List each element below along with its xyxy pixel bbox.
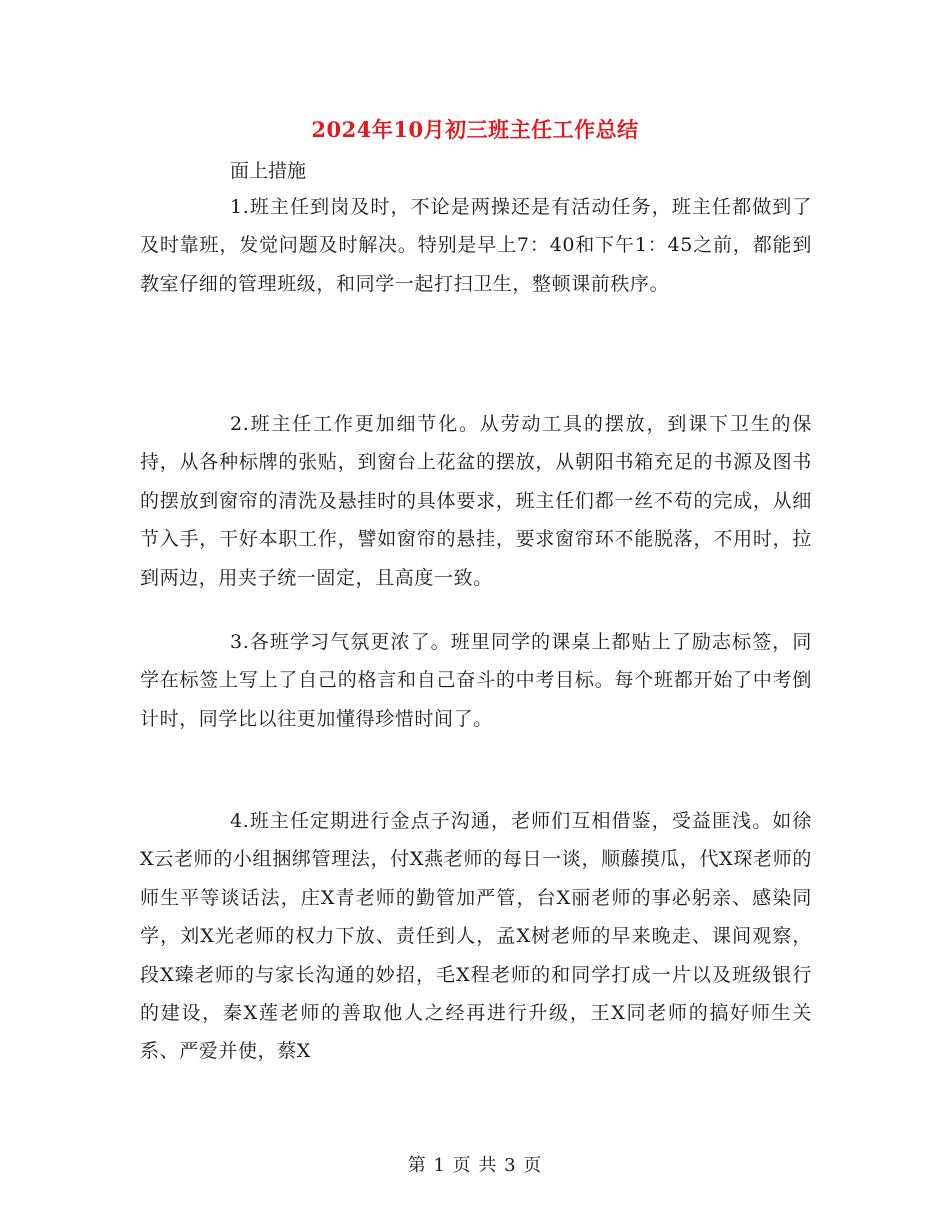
paragraph-1: 1.班主任到岗及时，不论是两操还是有活动任务，班主任都做到了及时靠班，发觉问题及时解决。特别是早上7：40和下午1：45之前，都能到教室仔细的管理班级，和同学一起打扫卫生，整顿课前秩序。 bbox=[140, 196, 812, 295]
section-heading: 面上措施 bbox=[230, 160, 307, 182]
document-title: 2024年10月初三班主任工作总结 bbox=[311, 117, 639, 142]
paragraph-4: 4.班主任定期进行金点子沟通，老师们互相借鉴，受益匪浅。如徐X云老师的小组捆绑管理法，付X燕老师的每日一谈，顺藤摸瓜，代X琛老师的师生平等谈话法，庄X青老师的勤管加严管，台X丽老师的事必躬亲、感染同学，刘X光老师的权力下放、责任到人，孟X树老师的早来晚走、课间观察，段X臻老师的与家长沟通的妙招，毛X程老师的和同学打成一片以及班级银行的建设，秦X莲老师的善取他人之经再进行升级，王X同老师的搞好师生关系、严爱并使，蔡X bbox=[140, 810, 812, 1063]
page-footer: 第 1 页 共 3 页 bbox=[407, 1155, 543, 1176]
paragraph-3: 3.各班学习气氛更浓了。班里同学的课桌上都贴上了励志标签，同学在标签上写上了自己的格言和自己奋斗的中考目标。每个班都开始了中考倒计时，同学比以往更加懂得珍惜时间了。 bbox=[140, 631, 812, 730]
paragraph-2: 2.班主任工作更加细节化。从劳动工具的摆放，到课下卫生的保持，从各种标牌的张贴，到窗台上花盆的摆放，从朝阳书箱充足的书源及图书的摆放到窗帘的清洗及悬挂时的具体要求，班主任们都一丝不苟的完成，从细节入手，干好本职工作，譬如窗帘的悬挂，要求窗帘环不能脱落，不用时，拉到两边，用夹子统一固定，且高度一致。 bbox=[140, 413, 812, 589]
